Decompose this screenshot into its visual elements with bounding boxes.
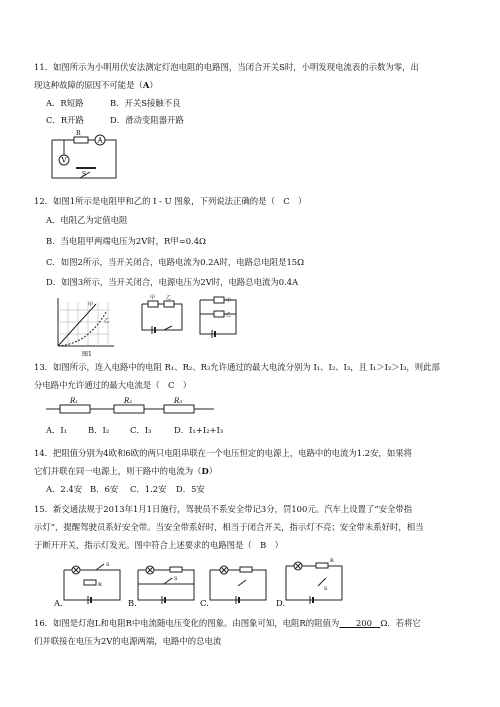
q11-resistor — [74, 137, 88, 143]
q12-figure2-series-circuit — [138, 296, 186, 336]
q12-figure3-parallel-circuit — [194, 294, 242, 338]
q13-label-r2: R₂ — [124, 397, 133, 405]
q13-stem-line2: 分电路中允许通过的最大电流是（ C ） — [34, 380, 192, 390]
q12-curve-yi — [58, 312, 106, 346]
q13-stem-line1: 13．如图所示，连入电路中的电阻 R₁、R₂、R₃允许通过的最大电流分别为 I₁、I₂、I₃，且 I₁＞I₂＞I₃，则此部 — [34, 362, 440, 372]
q11-stem-close: ） — [149, 80, 158, 90]
q11-option-b: B．开关S接触不良 — [110, 98, 181, 108]
q15-option-c-label: C. — [200, 598, 209, 608]
q14-stem-line2 — [34, 466, 217, 477]
q15-stem-line1: 15．新交通法规于2013年1月1日施行，驾驶员不系安全带记3分，罚100元。汽车上设置了“安全带指 — [34, 504, 413, 514]
q12-option-a: A．电阻乙为定值电阻 — [46, 215, 128, 225]
q15-a-resistor-label: R — [98, 582, 102, 588]
q11-switch-label: S — [82, 171, 87, 178]
q16-stem-text: 16．如图是灯泡L和电阻R中电流随电压变化的图象。由图象可知，电阻R的阻值为 — [34, 618, 340, 628]
q11-option-a: A．R短路 — [46, 98, 84, 108]
q16-stem-line1 — [34, 618, 421, 629]
q15-circuit-a — [64, 562, 120, 604]
q15-option-d-label: D. — [276, 598, 286, 608]
q15-circuit-c — [210, 566, 266, 604]
q13-label-r1: R₁ — [70, 397, 79, 405]
q12-fig2-jia: 甲 — [150, 295, 156, 301]
q14-option-d: D．5安 — [176, 484, 205, 494]
q15-d-switch-label: S — [324, 586, 328, 592]
q12-stem: 12．如图1所示是电阻甲和乙的 I - U 图象，下列说法正确的是（ C ） — [34, 196, 307, 206]
q14-option-b: B．6安 — [90, 484, 119, 494]
q15-option-a-label: A. — [54, 598, 63, 608]
q16-answer-blank: 200 — [339, 618, 381, 628]
q11-voltmeter-label: V — [61, 156, 67, 165]
q15-circuit-b — [138, 566, 194, 604]
q12-fig3-yi: 乙 — [226, 312, 232, 318]
q12-option-d: D．如图3所示，当开关闭合，电源电压为2V时，电路总电流为0.4A — [46, 277, 299, 287]
q15-b-switch-label: S — [174, 576, 178, 582]
q13-resistor-r3 — [164, 405, 194, 413]
q11-stem-text: 现这种故障的原因不可能是（ — [34, 80, 143, 90]
q11-answer: A — [142, 80, 150, 90]
q11-option-c: C．R开路 — [46, 115, 84, 125]
q12-fig3-jia: 甲 — [226, 298, 232, 304]
q14-option-c: C．1.2安 — [130, 484, 167, 494]
q12-figure1-graph — [48, 294, 120, 358]
q14-option-a: A．2.4安 — [46, 484, 83, 494]
q16-stem-line2: 们并联接在电压为2V的电源两端，电路中的总电流 — [34, 636, 222, 646]
q14-answer: D — [201, 466, 209, 476]
q12-figure1-caption: 图1 — [82, 351, 92, 358]
q13-option-a: A．I₁ — [46, 425, 68, 435]
q15-circuit-d — [286, 558, 342, 604]
q13-label-r3: R₃ — [174, 397, 183, 405]
q14-stem-line1: 14．把阻值分别为4欧和6欧的两只电阻串联在一个电压恒定的电源上，电路中的电流为1.2安，如果将 — [34, 448, 413, 458]
q15-d-resistor-label: R — [330, 558, 334, 564]
q13-resistor-r2 — [114, 405, 144, 413]
q11-stem-line2 — [34, 80, 158, 91]
q14-stem-close: ） — [208, 466, 218, 476]
q13-option-b: B．I₂ — [88, 425, 110, 435]
q12-label-yi: 乙 — [104, 318, 110, 324]
q14-stem-text: 它们并联在同一电源上，则干路中的电流为（ — [34, 466, 202, 476]
q13-resistor-series — [46, 396, 216, 418]
q15-a-switch-label: S — [106, 562, 110, 568]
q12-line-jia — [58, 304, 96, 346]
q15-stem-line3: 于断开开关，指示灯发光。图中符合上述要求的电路图是（ B ） — [34, 540, 284, 550]
q15-stem-line2: 示灯”，提醒驾驶员系好安全带。当安全带系好时，相当于闭合开关，指示灯不亮；安全带未系好时，相当 — [34, 522, 424, 532]
q13-option-c: C．I₃ — [130, 425, 152, 435]
q11-resistor-label: R — [76, 130, 81, 137]
q11-ammeter-label: A — [97, 136, 103, 145]
q16-stem-unit: Ω．若将它 — [380, 618, 421, 628]
q11-circuit-figure — [46, 132, 126, 182]
q12-option-c: C．如图2所示，当开关闭合，电路电流为0.2A时，电路总电阻是15Ω — [46, 257, 305, 267]
q15-option-b-label: B. — [128, 598, 137, 608]
q12-fig2-yi: 乙 — [166, 295, 172, 301]
q13-resistor-r1 — [60, 405, 90, 413]
q12-option-b: B．当电阻甲两端电压为2V时，R甲=0.4Ω — [46, 236, 206, 246]
q13-option-d: D．I₁+I₂+I₃ — [174, 425, 224, 435]
q11-stem-line1: 11．如图所示为小明用伏安法测定灯泡电阻的电路图，当闭合开关S时，小明发现电流表的示数为零，出 — [34, 62, 419, 72]
q11-option-d: D．滑动变阻器开路 — [110, 115, 184, 125]
q12-label-jia: 甲 — [88, 302, 94, 308]
